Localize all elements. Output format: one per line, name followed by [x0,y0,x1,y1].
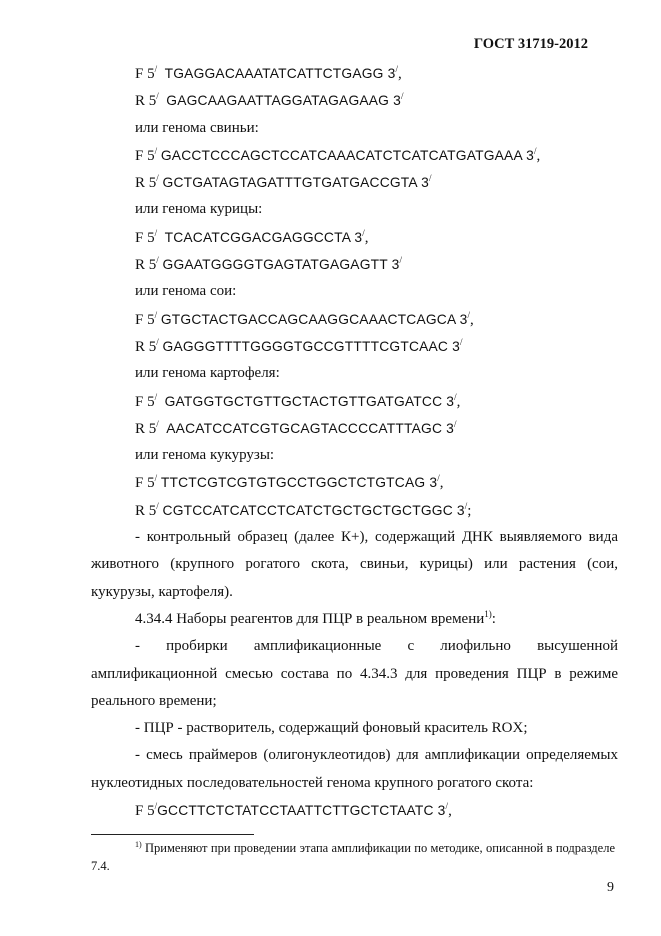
primer-line: F 5/ TGAGGACAAATATCATTCTGAGG 3/, [135,64,402,82]
solvent-paragraph: - ПЦР - растворитель, содержащий фоновый краситель ROX; [135,720,528,737]
genome-label-corn: или генома кукурузы: [135,447,275,464]
page-body [91,60,618,824]
genome-label-pig: или генома свиньи: [135,119,259,136]
primer-line: F 5/ TTCTCGTCGTGTGCCTGGCTCTGTCAG 3/, [135,473,444,492]
primer-line: R 5/ AACATCCATCGTGCAGTACCCCATTTAGC 3/ [135,418,457,437]
primer-line: F 5/ GATGGTGCTGTTGCTACTGTTGATGATCC 3/, [135,391,461,410]
primer-line: F 5/GCCTTCTCTATCCTAATTCTTGCTCTAATC 3/, [135,801,452,820]
primer-line: R 5/ GGAATGGGGTGAGTATGAGAGTT 3/ [135,255,403,274]
primer-line: R 5/ GAGCAAGAATTAGGATAGAGAAG 3/ [135,91,404,110]
footnote-divider [91,834,254,835]
document-standard-header: ГОСТ 31719-2012 [473,36,588,52]
footnote: $^{1)}$ Применяют при проведении этапа амплификации по методике, описанной в подразделе 7.4. [91,840,615,873]
primer-line: F 5/ GTGCTACTGACCAGCAAGGCAAACTCAGCA 3/, [135,309,474,328]
genome-label-chicken: или генома курицы: [135,201,263,218]
primer-line: R 5/ GAGGGTTTTGGGGTGCCGTTTTCGTCAAC 3/ [135,336,463,355]
primer-mix-paragraph: - смесь праймеров (олигонуклеотидов) для амплификации определяемых нуклеотидных последовательностей генома крупного рогатого скота: [91,747,618,791]
primer-line: F 5/ TCACATCGGACGAGGCCTA 3/, [135,227,369,246]
tubes-paragraph: - пробирки амплификационные с лиофильно высушенной амплификационной смесью состава по 4.34.3 для проведения ПЦР в режиме реального времени; [91,638,618,709]
primer-line: R 5/ GCTGATAGTAGATTTGTGATGACCGTA 3/ [135,173,432,192]
genome-label-soy: или генома сои: [135,283,237,300]
genome-label-potato: или генома картофеля: [135,365,280,382]
section-heading-paragraph: 4.34.4 Наборы реагентов для ПЦР в реальном времени$^{1)}$: [135,608,496,627]
control-sample-paragraph: - контрольный образец (далее К+), содержащий ДНК выявляемого вида животного (крупного рогатого скота, свиньи, курицы) или растения (сои, кукурузы, картофеля). [91,529,618,600]
primer-line: F 5/ GACCTCCCAGCTCCATCAAACATCTCATCATGATGAAA 3/, [135,145,541,164]
page-number: 9 [607,880,614,895]
primer-line: R 5/ CGTCCATCATCCTCATCTGCTGCTGCTGGC 3/; [135,500,472,519]
